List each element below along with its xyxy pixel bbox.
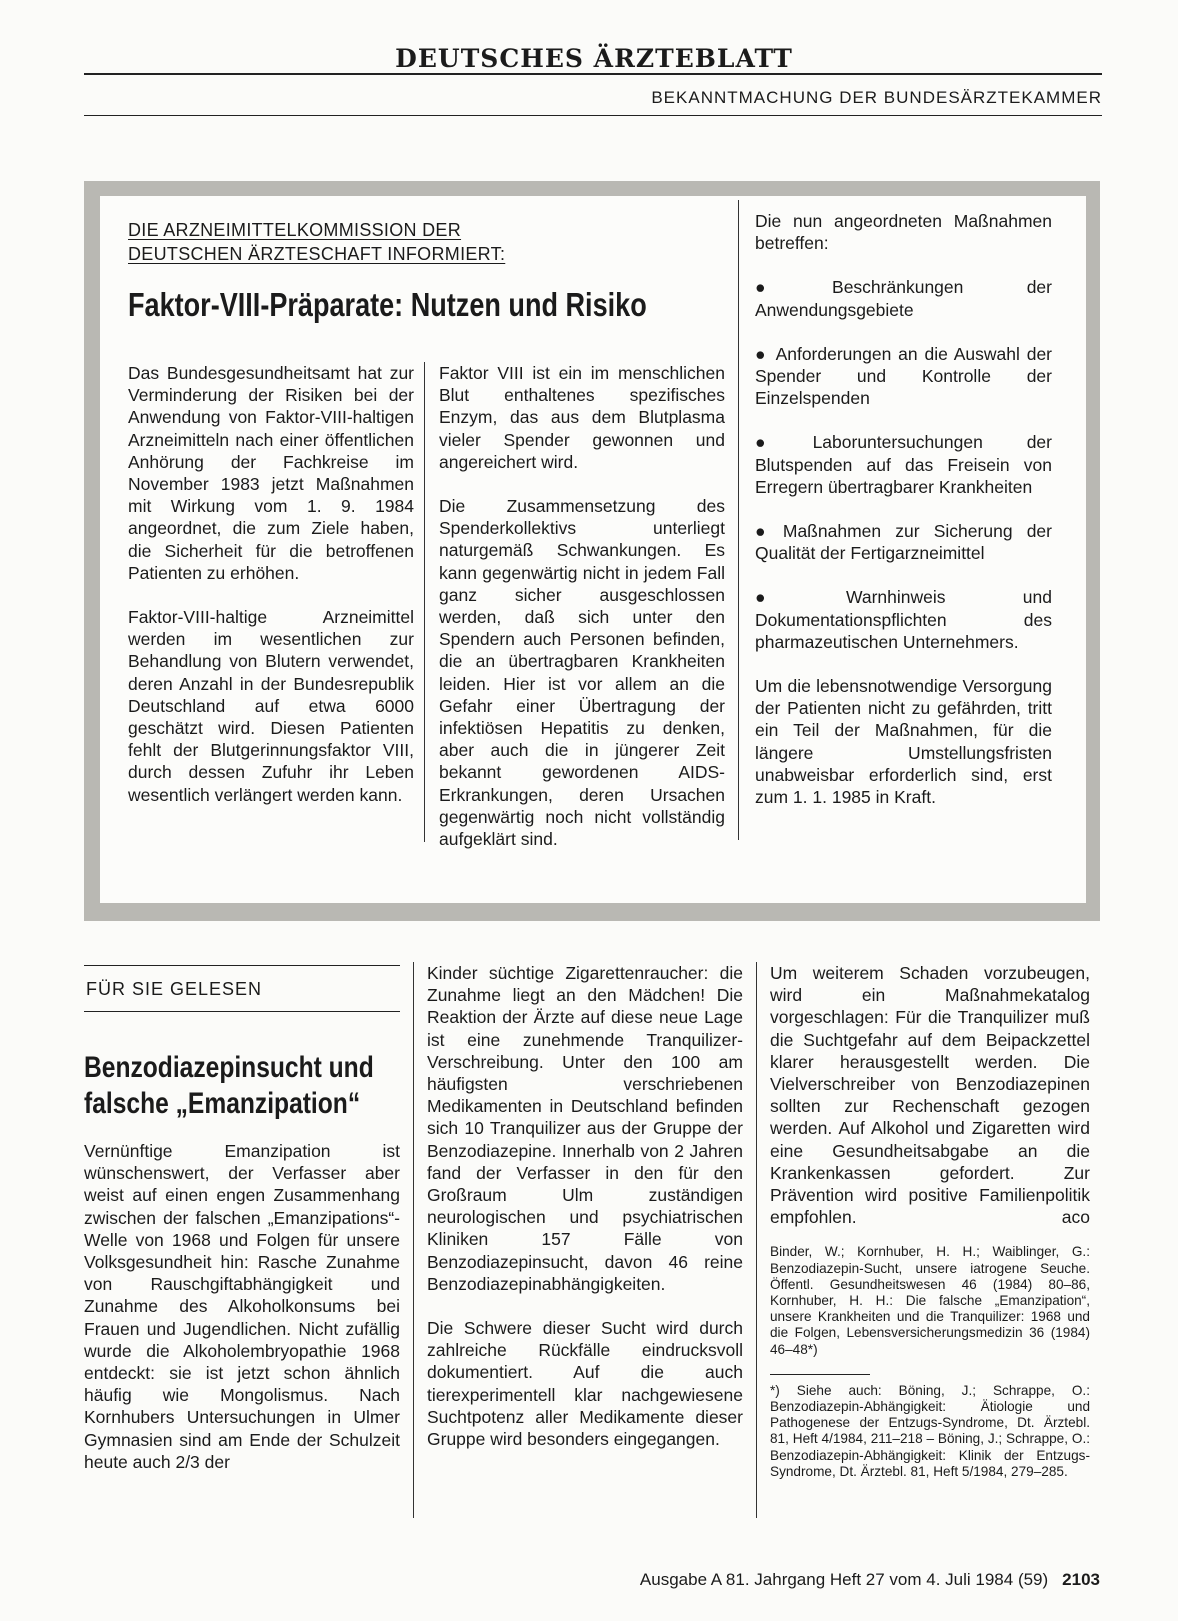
announcement-column-1 [128,362,414,828]
article2-col3-paragraph [770,962,1090,1228]
article2-col2-paragraph-1: Kinder süchtige Zigarettenraucher: die Zunahme liegt an den Mädchen! Die Reaktion der Ärzte auf diese neue Lage ist eine zunehmende Tranquilizer-Verschreibung. Unter den 100 am häufigsten verschriebenen Medikamenten in Deutschland befinden sich 10 Tranquilizer aus der Gruppe der Benzodiazepine. Innerhalb von 2 Jahren fand der Verfasser in den für den Großraum Ulm zuständigen neurologischen und psychiatrischen Kliniken 157 Fälle von Benzodiazepinsucht, davon 46 reine Benzodiazepinabhängigkeiten. [427,963,743,1294]
article2-column-2 [427,962,743,1472]
article2-reference: Binder, W.; Kornhuber, H. H.; Waiblinger, G.: Benzodiazepin-Sucht, unsere iatrogene Seuche. Öffentl. Gesundheitswesen 46 (1984) 80–86, Kornhuber, H. H.: Die falsche „Emanzipation“, unsere Krankheiten und die Tranquilizer: 1968 und die Folgen, Lebensversicherungsmedizin 36 (1984) 46–48*) [770,1244,1090,1357]
footnote-rule [770,1374,870,1375]
article2-column-divider-1 [413,962,414,1518]
article2-column-1 [84,1140,400,1495]
masthead-rule-bottom [84,115,1102,116]
masthead-rule-top [84,73,1102,75]
announcement-col1-paragraph-1: Das Bundesgesundheitsamt hat zur Verminderung der Risiken bei der Anwendung von Faktor-VIII-haltigen Arzneimitteln nach einer öffentlichen Anhörung der Fachkreise im November 1983 jetzt Maßnahmen mit Wirkung vom 1. 9. 1984 angeordnet, die zum Ziele haben, die Sicherheit für die betroffenen Patienten zu erhöhen. [128,363,414,583]
announcement-kicker-line1: DIE ARZNEIMITTELKOMMISSION DER [128,220,462,240]
announcement-column-2 [439,362,725,872]
announcement-column-divider-1 [424,362,425,842]
announcement-col2-paragraph-1: Faktor VIII ist ein im menschlichen Blut enthaltenes spezifisches Enzym, das aus dem Blutplasma vieler Spender gewonnen und angereichert wird. [439,363,725,472]
announcement-col3-outro: Um die lebensnotwendige Versorgung der Patienten nicht zu gefährden, tritt ein Teil der Maßnahmen, für die längere Umstellungsfristen unabweisbar erforderlich sind, erst zum 1. 1. 1985 in Kraft. [755,676,1052,808]
article2-headline-line2: falsche „Emanzipation“ [84,1087,361,1120]
announcement-col3-intro: Die nun angeordneten Maßnahmen betreffen: [755,211,1052,254]
article2-headline-line1: Benzodiazepinsucht und [84,1051,374,1084]
announcement-headline: Faktor-VIII-Präparate: Nutzen und Risiko [128,286,647,323]
article2-signature: aco [1061,1207,1090,1228]
article2-kicker: FÜR SIE GELESEN [86,979,263,999]
article2-column-3 [770,962,1090,1480]
article2-col1-paragraph: Vernünftige Emanzipation ist wünschenswert, der Verfasser aber weist auf einen engen Zusammenhang zwischen der falschen „Emanzipations“-Welle von 1968 und Folgen für unsere Volksgesundheit hin: Rasche Zunahme von Rauschgiftabhängigkeit und Zunahme des Alkoholkonsums bei Frauen und Jugendlichen. Nicht zufällig wurde die Alkoholembryopathie 1968 entdeckt: sie ist jetzt schon ähnlich häufig wie Mongolismus. Nach Kornhubers Untersuchungen in Ulmer Gymnasien sind am Ende der Schulzeit heute auch 2/3 der [84,1141,400,1472]
article2-col2-paragraph-2: Die Schwere dieser Sucht wird durch zahlreiche Rückfälle eindrucksvoll dokumentiert. Auf die auch tierexperimentell klar nachgewiesene Suchtpotenz aller Medikamente dieser Gruppe wird besonders eingegangen. [427,1318,743,1450]
measure-item: ● Anforderungen an die Auswahl der Spender und Kontrolle der Einzelspenden [755,343,1052,410]
announcement-column-3 [755,210,1052,830]
measure-item: ● Laboruntersuchungen der Blutspenden auf das Freisein von Erregern übertragbarer Krankheiten [755,431,1052,498]
article2-column-divider-2 [756,962,757,1518]
announcement-kicker-line2: DEUTSCHEN ÄRZTESCHAFT INFORMIERT: [128,244,506,264]
announcement-col2-paragraph-2: Die Zusammensetzung des Spenderkollektivs unterliegt naturgemäß Schwankungen. Es kann gegenwärtig nicht in jedem Fall ganz sicher ausgeschlossen werden, daß sich unter den Spendern auch Personen befinden, die an übertragbaren Krankheiten leiden. Hier ist vor allem an die Gefahr einer Übertragung der infektiösen Hepatitis zu denken, aber auch die in jüngerer Zeit bekannt gewordenen AIDS-Erkrankungen, deren Ursachen gegenwärtig noch nicht vollständig aufgeklärt sind. [439,496,725,850]
announcement-col1-paragraph-2: Faktor-VIII-haltige Arzneimittel werden im wesentlichen zur Behandlung von Blutern verwendet, deren Anzahl in der Bundesrepublik Deutschland auf etwa 6000 geschätzt wird. Diesen Patienten fehlt der Blutgerinnungsfaktor VIII, durch dessen Zufuhr ihr Leben wesentlich verlängert werden kann. [128,607,414,805]
measure-item: ● Warnhinweis und Dokumentationspflichten des pharmazeutischen Unternehmers. [755,586,1052,653]
article2-footnote: *) Siehe auch: Böning, J.; Schrappe, O.: Benzodiazepin-Abhängigkeit: Ätiologie und Pathogenese der Entzugs-Syndrome, Dt. Ärztebl. 81, Heft 4/1984, 211–218 – Böning, J.; Schrappe, O.: Benzodiazepin-Abhängigkeit: Klinik der Entzugs-Syndrome, Dt. Ärztebl. 81, Heft 5/1984, 279–285. [770,1382,1090,1479]
article2-col3-text: Um weiterem Schaden vorzubeugen, wird ein Maßnahmekatalog vorgeschlagen: Für die Tranquilizer muß die Suchtgefahr auf dem Beipackzettel klarer herausgestellt werden. Die Vielverschreiber von Benzodiazepinen sollten zur Rechenschaft gezogen werden. Auf Alkohol und Zigaretten wird eine Gesundheitsabgabe an die Krankenkassen gefordert. Zur Prävention wird positive Familienpolitik empfohlen. [770,963,1090,1228]
article2-kicker-rule [84,965,400,966]
article2-headline [84,1050,374,1122]
announcement-column-divider-2 [738,200,739,840]
page-footer [500,1570,1100,1590]
footer-issue: Ausgabe A 81. Jahrgang Heft 27 vom 4. Juli 1984 (59) [639,1570,1049,1589]
article2-kicker-rule-bottom [84,1011,400,1012]
announcement-kicker [128,218,505,266]
measure-item: ● Beschränkungen der Anwendungsgebiete [755,276,1052,320]
masthead-subtitle: BEKANNTMACHUNG DER BUNDESÄRZTEKAMMER [651,88,1102,107]
masthead-title: DEUTSCHES ÄRZTEBLATT [395,44,793,73]
footer-page-number: 2103 [1062,1570,1100,1589]
measure-item: ● Maßnahmen zur Sicherung der Qualität der Fertigarzneimittel [755,520,1052,564]
